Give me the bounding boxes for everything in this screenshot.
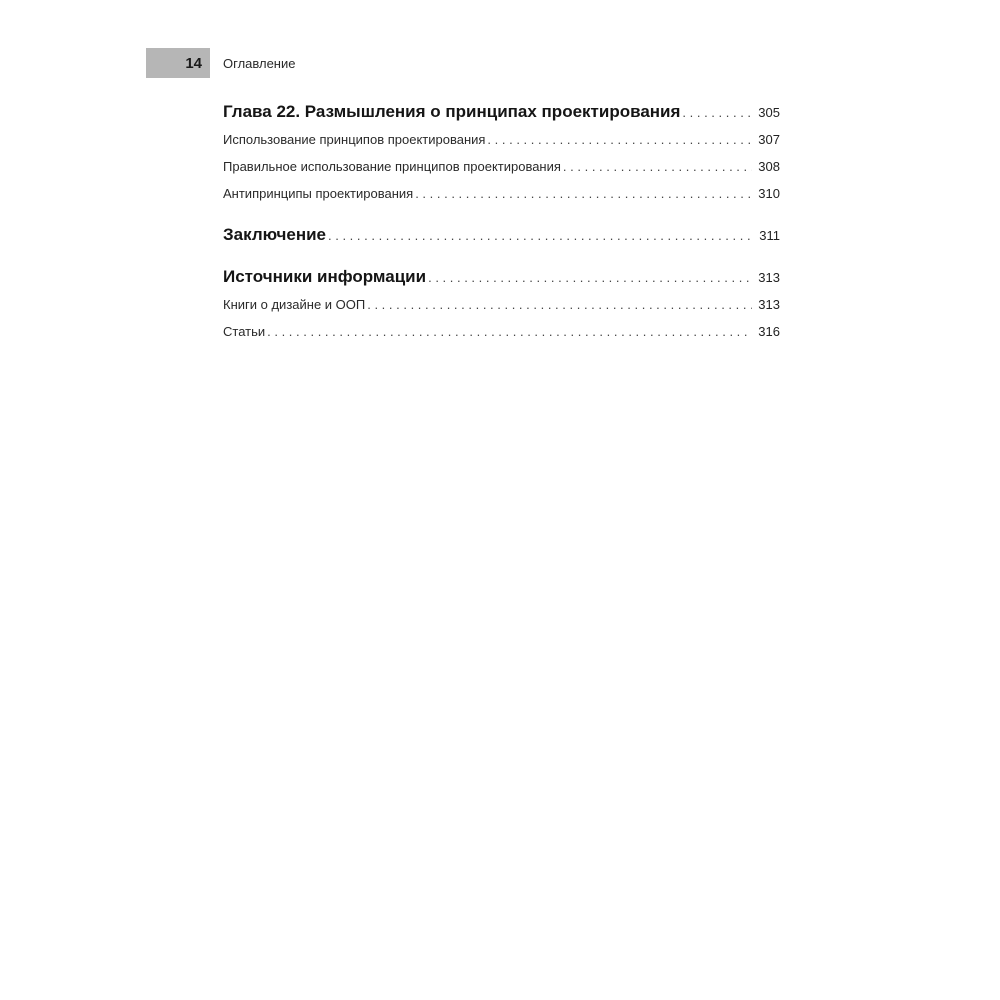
- dot-leader: [487, 132, 752, 147]
- toc-entry-page: 305: [758, 105, 780, 120]
- toc-entry-title: Использование принципов проектирования: [223, 132, 486, 147]
- toc-entry-sources[interactable]: [223, 267, 780, 297]
- toc-entry-page: 313: [758, 297, 780, 312]
- toc-entry-page: 307: [758, 132, 780, 147]
- toc-entry-title: Правильное использование принципов проектирования: [223, 159, 561, 174]
- toc-entry-page: 310: [758, 186, 780, 201]
- toc-entry-title: Антипринципы проектирования: [223, 186, 414, 201]
- toc-entry-page: 313: [758, 270, 780, 285]
- toc-entry-articles[interactable]: [223, 324, 780, 351]
- toc-entry-chapter-22[interactable]: [223, 102, 780, 132]
- toc-entry-title: Статьи: [223, 324, 266, 339]
- toc-entry-conclusion[interactable]: [223, 225, 780, 255]
- toc-entry-correct-use[interactable]: [223, 159, 780, 186]
- toc-entry-antiprinciples[interactable]: [223, 186, 780, 213]
- dot-leader: [267, 324, 752, 339]
- dot-leader: [563, 159, 752, 174]
- toc-entry-title: Глава 22. Размышления о принципах проектирования: [223, 102, 681, 121]
- toc-entry-title: Книги о дизайне и ООП: [223, 297, 366, 312]
- toc-entry-page: 311: [759, 228, 780, 243]
- dot-leader: [367, 297, 752, 312]
- page-header: [146, 48, 295, 78]
- toc-entry-page: 308: [758, 159, 780, 174]
- toc-entry-page: 316: [758, 324, 780, 339]
- running-title: Оглавление: [223, 55, 296, 71]
- toc-entry-books[interactable]: [223, 297, 780, 324]
- page-number: 14: [146, 48, 210, 78]
- toc-entry-title: Заключение: [223, 225, 326, 244]
- dot-leader: [415, 186, 752, 201]
- table-of-contents: [223, 102, 780, 351]
- dot-leader: [328, 228, 753, 243]
- toc-entry-using-principles[interactable]: [223, 132, 780, 159]
- toc-entry-title: Источники информации: [223, 267, 427, 286]
- dot-leader: [428, 270, 752, 285]
- dot-leader: [682, 105, 752, 120]
